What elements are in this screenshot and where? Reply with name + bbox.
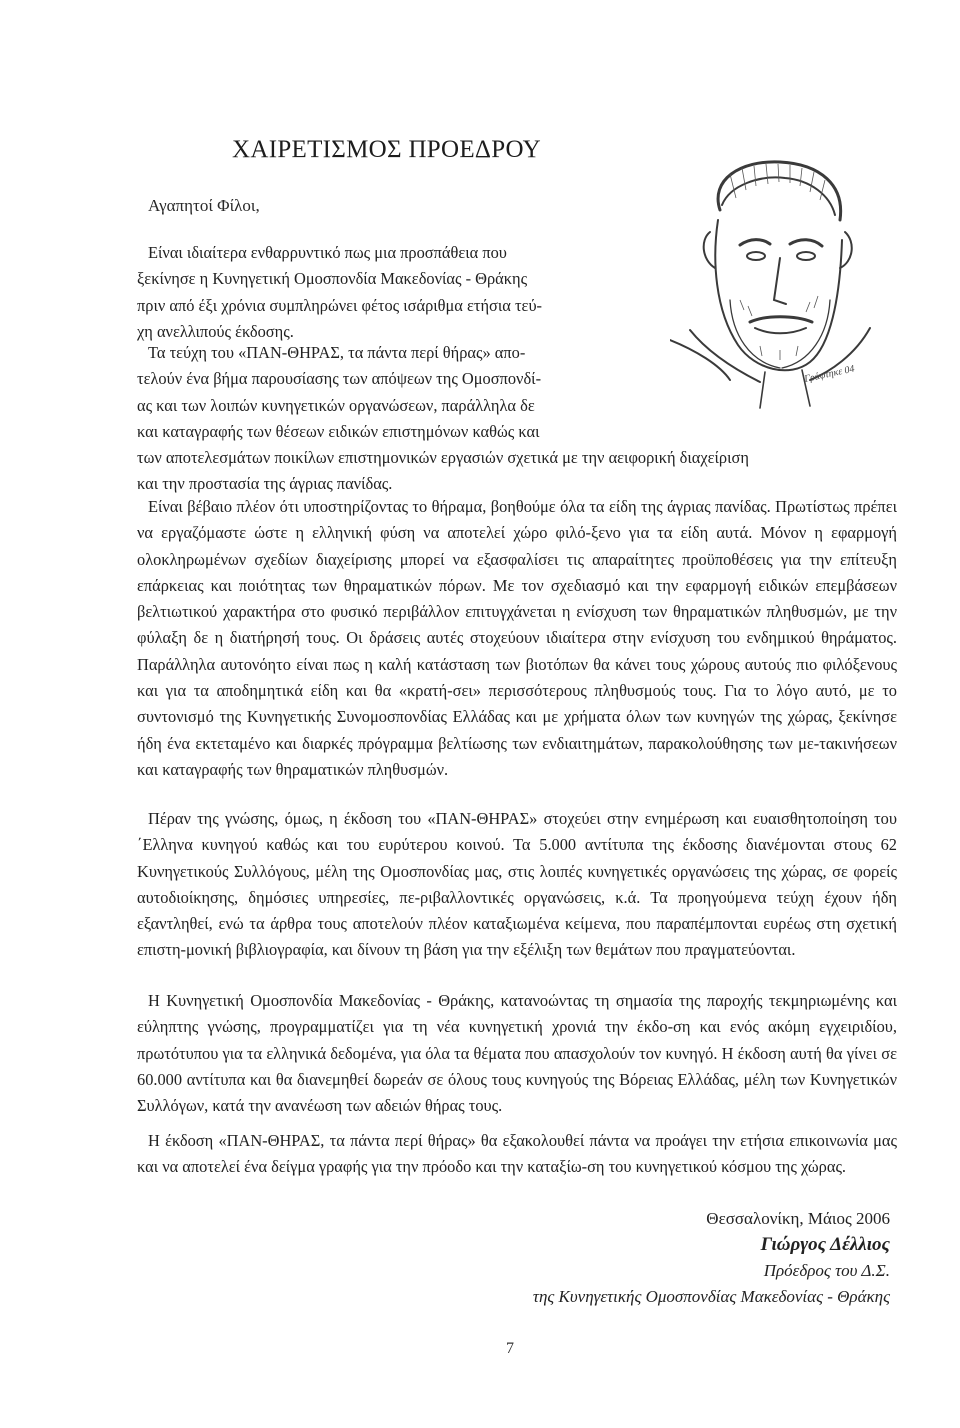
paragraph-4: Πέραν της γνώσης, όμως, η έκδοση του «ΠΑΝ-ΘΗΡΑΣ» στοχεύει στην ενημέρωση και ευαισθητοποίηση του ΄Ελληνα κυνηγού καθώς και του ευρύτερου κοινού. Τα 5.000 αντίτυπα της έκδοσης διανέμονται στους 62 Κυνηγετικούς Συλλόγους, μέλη της Ομοσπονδίας μας, στις λοιπές κυνηγετικές οργανώσεις της χώρας, σε φορείς αυτοδιοίκησης, δημόσιες υπηρεσίες, πε-ριβαλλοντικές οργανώσεις, κ.ά. Τα προηγούμενα τεύχη έχουν ήδη εξαντληθεί, ενώ τα άρθρα τους αποτελούν πλέον καταξιωμένα κείμενα, που παραπέμπονται ευρέως στη σχετική επιστη-μονική βιβλιογραφία, και δίνουν τη βάση για την εξέλιξη των θεμάτων που πραγματεύονται. (137, 809, 897, 960)
paragraph-5: Η Κυνηγετική Ομοσπονδία Μακεδονίας - Θράκης, κατανοώντας τη σημασία της παροχής τεκμηριωμένης και εύληπτης γνώσης, προγραμματίζει για τη νέα κυνηγετική χρονιά την έκδο-ση και ενός ακόμη εγχειριδίου, πρωτότυπου για τα ελληνικά δεδομένα, για όλα τα θέματα που απασχολούν τον κυνηγό. Η έκδοση αυτή θα γίνει σε 60.000 αντίτυπα και θα διανεμηθεί δωρεάν σε όλους τους κυνηγούς της Βόρειας Ελλάδας, μέλη των Κυνηγετικών Συλλόγων, κατά την ανανέωση των αδειών θήρας τους. (137, 991, 897, 1116)
paragraph-2-line: και καταγραφής των θέσεων ειδικών επιστημόνων καθώς και (137, 421, 540, 441)
page-title: ΧΑΙΡΕΤΙΣΜΟΣ ΠΡΟΕΔΡΟΥ (232, 136, 541, 163)
signatory-name: Γιώργος Δέλλιος (760, 1234, 890, 1255)
paragraph-2-line: Τα τεύχη του «ΠΑΝ-ΘΗΡΑΣ, τα πάντα περί θήρας» απο- (148, 343, 526, 362)
signatory-role: Πρόεδρος του Δ.Σ. (763, 1261, 890, 1280)
signature-block (290, 1206, 890, 1310)
paragraph-1-line: ξεκίνησε η Κυνηγετική Ομοσπονδία Μακεδονίας - Θράκης (137, 269, 528, 289)
paragraph-1-line: χη ανελλιπούς έκδοσης. (137, 321, 294, 341)
paragraph-1-line: Είναι ιδιαίτερα ενθαρρυντικό πως μια προσπάθεια που (148, 243, 507, 262)
paragraph-1-line: πριν από έξι χρόνια συμπληρώνει φέτος ισάριθμα ετήσια τεύ- (137, 295, 543, 315)
sketch-signature: Γράφτηκε 04 (803, 363, 856, 385)
paragraph-1 (137, 240, 647, 345)
greeting: Αγαπητοί Φίλοι, (148, 196, 260, 215)
signatory-organization: της Κυνηγετικής Ομοσπονδίας Μακεδονίας - Θράκης (532, 1287, 890, 1306)
page-number: 7 (506, 1340, 514, 1357)
paragraph-2-line: και την προστασία της άγριας πανίδας. (137, 474, 393, 494)
paragraph-6: Η έκδοση «ΠΑΝ-ΘΗΡΑΣ, τα πάντα περί θήρας» θα εξακολουθεί πάντα να προάγει την ετήσια επικοινωνία μας και να αποτελεί ένα δείγμα γραφής για την πρόοδο και την καταξίω-ση του κυνηγετικού κόσμου της χώρας. (137, 1131, 897, 1177)
place-date: Θεσσαλονίκη, Μάιος 2006 (706, 1209, 890, 1228)
paragraph-2-line: τελούν ένα βήμα παρουσίασης των απόψεων της Ομοσπονδί- (137, 369, 542, 389)
paragraph-2-line: των αποτελεσμάτων ποικίλων επιστημονικών εργασιών σχετικά με την αειφορική διαχείριση (137, 448, 749, 468)
paragraph-2 (137, 340, 897, 498)
paragraph-3: Είναι βέβαιο πλέον ότι υποστηρίζοντας το θήραμα, βοηθούμε όλα τα είδη της άγριας πανίδας. Πρωτίστως πρέπει να εργαζόμαστε ώστε η ελληνική φύση να αποτελεί χώρο φιλό-ξενο για τα είδη αυτά. Μόνον η εφαρμογή ολοκληρωμένων σχεδίων διαχείρισης μπορεί να εξασφαλίσει τις απαραίτητες προϋποθέσεις για την επίτευξη επάρκειας και ποιότητας των θηραματικών πόρων. Με τον σχεδιασμό και την εφαρμογή ειδικών επεμβάσεων βελτιωτικού χαρακτήρα στο φυσικό περιβάλλον επιτυγχάνεται η ενίσχυση των θηραματικών πληθυσμών, με την φύλαξη δε η διατήρησή τους. Οι δράσεις αυτές στοχεύουν ιδιαίτερα στην ενίσχυση του ενδημικού θηράματος. Παράλληλα αυτονόητο είναι πως η καλή κατάσταση των βιοτόπων θα κάνει τους χώρους αυτούς πιο φιλόξενους και για τα αποδημητικά είδη και θα «κρατή-σει» περισσότερους πληθυσμούς τους. Για το λόγο αυτό, με το συντονισμό της Κυνηγετικής Συνομοσπονδίας Ελλάδας και με χρήματα όλων των κυνηγών της χώρας, ξεκίνησε ήδη ένα εκτεταμένο και διαρκές πρόγραμμα βελτίωσης των ενδιαιτημάτων, παρακολούθησης των με-τακινήσεων και καταγραφής των θηραματικών πληθυσμών. (137, 497, 897, 779)
paragraph-2-line: ας και των λοιπών κυνηγετικών οργανώσεων, παράλληλα δε (137, 395, 535, 415)
